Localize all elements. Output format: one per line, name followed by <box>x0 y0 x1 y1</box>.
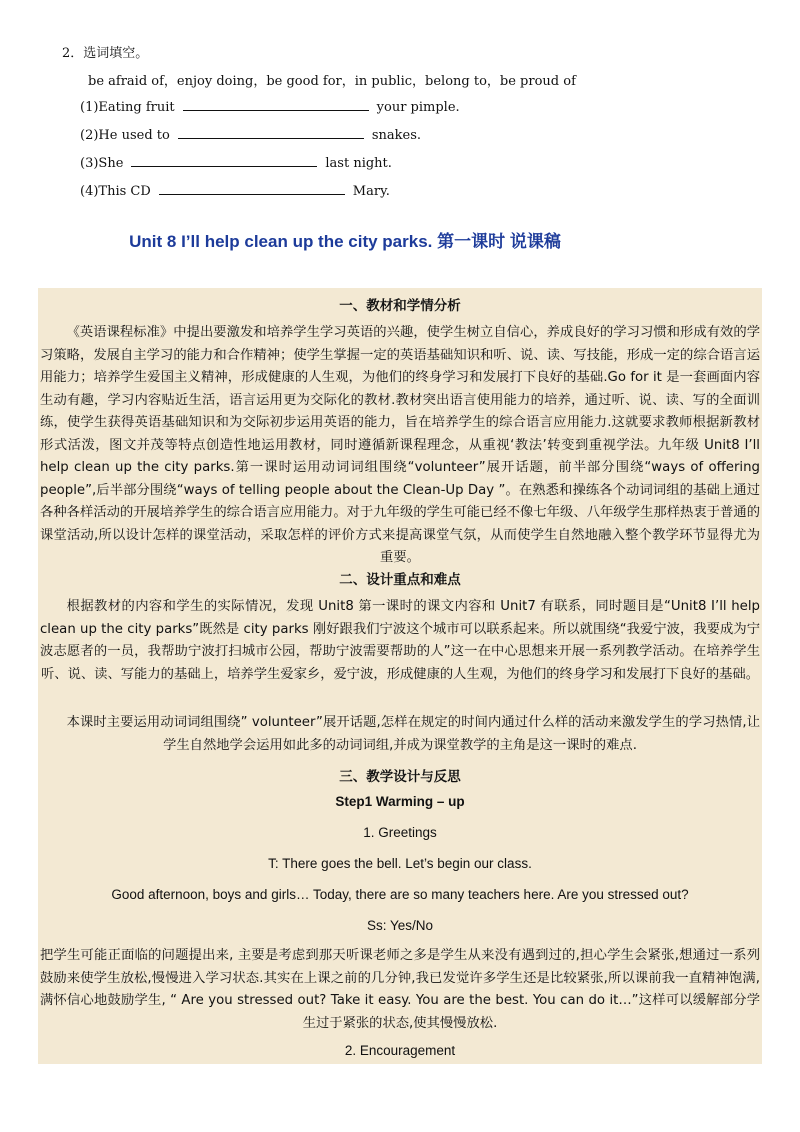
section-heading-key-points: 二、设计重点和难点 <box>339 572 461 588</box>
key-points-paragraph: 根据教材的内容和学生的实际情况，发现 Unit8 第一课时的课文内容和 Unit7 有联系，同时题目是“Unit8 I’ll help clean up the city parks”既然是 city parks 刚好跟我们宁波这个城市可以联系起来。所以就围绕“我爱宁波，我要成为宁波志愿者的一员，我帮助宁波打扫城市公园，帮助宁波需要帮助的人”这一在中心思想来开展一系列教学活动。在培养学生听、说、读、写能力的基础上，培养学生爱家乡，爱宁波，形成健康的人生观，为他们的终身学习和发展打下良好的基础。 <box>40 599 760 682</box>
exercise-item-3 <box>80 154 392 171</box>
item-suffix: snakes. <box>371 128 421 143</box>
exercise-heading: 2．选词填空。 <box>62 46 149 61</box>
exercise-item-1 <box>80 98 460 115</box>
step1-heading: Step1 Warming – up <box>335 794 465 809</box>
phrase-bank: be afraid of，enjoy doing，be good for，in public，belong to，be proud of <box>88 74 576 89</box>
item-prefix: (4)This CD <box>80 184 151 199</box>
exercise-item-4 <box>80 182 390 199</box>
teacher-line: T: There goes the bell. Let’s begin our class. <box>268 856 532 871</box>
section-heading-design: 三、教学设计与反思 <box>339 769 461 785</box>
lesson-title: Unit 8 I’ll help clean up the city parks. 第一课时 说课稿 <box>129 232 561 251</box>
item-prefix: (1)Eating fruit <box>80 100 175 115</box>
greetings-heading: 1. Greetings <box>363 825 437 840</box>
analysis-paragraph: 《英语课程标准》中提出要激发和培养学生学习英语的兴趣，使学生树立自信心，养成良好的学习习惯和形成有效的学习策略，发展自主学习的能力和合作精神；使学生掌握一定的英语基础知识和听、说、读、写技能，形成一定的综合语言运用能力；培养学生爱国主义精神，形成健康的人生观，为他们的终身学习和发展打下良好的基础.Go for it 是一套画面内容生动有趣，学习内容贴近生活，语言运用更为交际化的教材.教材突出语言使用能力的培养，通过听、说、读、写的全面训练，使学生获得英语基础知识和为交际初步运用英语的能力，旨在培养学生的综合语言应用能力.这就要求教师根据新教材形式活泼，图文并茂等特点创造性地运用教材，同时遵循新课程理念，从重视‘教法’转变到重视学法。九年级 Unit8 I’ll help clean up the city parks.第一课时运用动词词组围绕“volunteer”展开话题，前半部分围绕“ways of offering people”,后半部分围绕“ways of telling people about the Clean-Up Day ”。在熟悉和操练各个动词词组的基础上通过各种各样活动的开展培养学生的综合语言应用能力。对于九年级的学生可能已经不像七年级、八年级学生那样热衷于普通的课堂活动,所以设计怎样的课堂活动，采取怎样的评价方式来提高课堂气氛，从而使学生自然地融入整个教学环节显得尤为重要。 <box>40 325 760 565</box>
item-suffix: last night. <box>325 156 392 171</box>
item-prefix: (2)He used to <box>80 128 170 143</box>
answer-blank[interactable] <box>159 182 345 195</box>
answer-blank[interactable] <box>183 98 369 111</box>
lesson-plan-panel <box>38 288 762 1064</box>
item-suffix: your pimple. <box>376 100 460 115</box>
answer-blank[interactable] <box>178 126 364 139</box>
exercise-item-2 <box>80 126 421 143</box>
students-line: Ss: Yes/No <box>366 918 434 933</box>
reflection-paragraph: 把学生可能正面临的问题提出来, 主要是考虑到那天听课老师之多是学生从来没有遇到过的,担心学生会紧张,想通过一系列鼓励来使学生放松,慢慢进入学习状态.其实在上课之前的几分钟,我已发觉许多学生还是比较紧张,所以课前我一直精神饱满,满怀信心地鼓励学生, “ Are you stressed out? Take it easy. You are the best. You can do it…”这样可以缓解部分学生过于紧张的状态,使其慢慢放松. <box>40 948 760 1031</box>
item-suffix: Mary. <box>352 184 390 199</box>
encouragement-heading: 2. Encouragement <box>344 1043 456 1058</box>
difficulty-paragraph: 本课时主要运用动词词组围绕” volunteer”展开话题,怎样在规定的时间内通过什么样的活动来激发学生的学习热情,让学生自然地学会运用如此多的动词词组,并成为课堂教学的主角是这一课时的难点. <box>66 715 760 753</box>
section-heading-analysis: 一、教材和学情分析 <box>339 298 461 314</box>
answer-blank[interactable] <box>131 154 317 167</box>
good-afternoon-line: Good afternoon, boys and girls… Today, there are so many teachers here. Are you stressed out? <box>111 887 689 902</box>
item-prefix: (3)She <box>80 156 124 171</box>
